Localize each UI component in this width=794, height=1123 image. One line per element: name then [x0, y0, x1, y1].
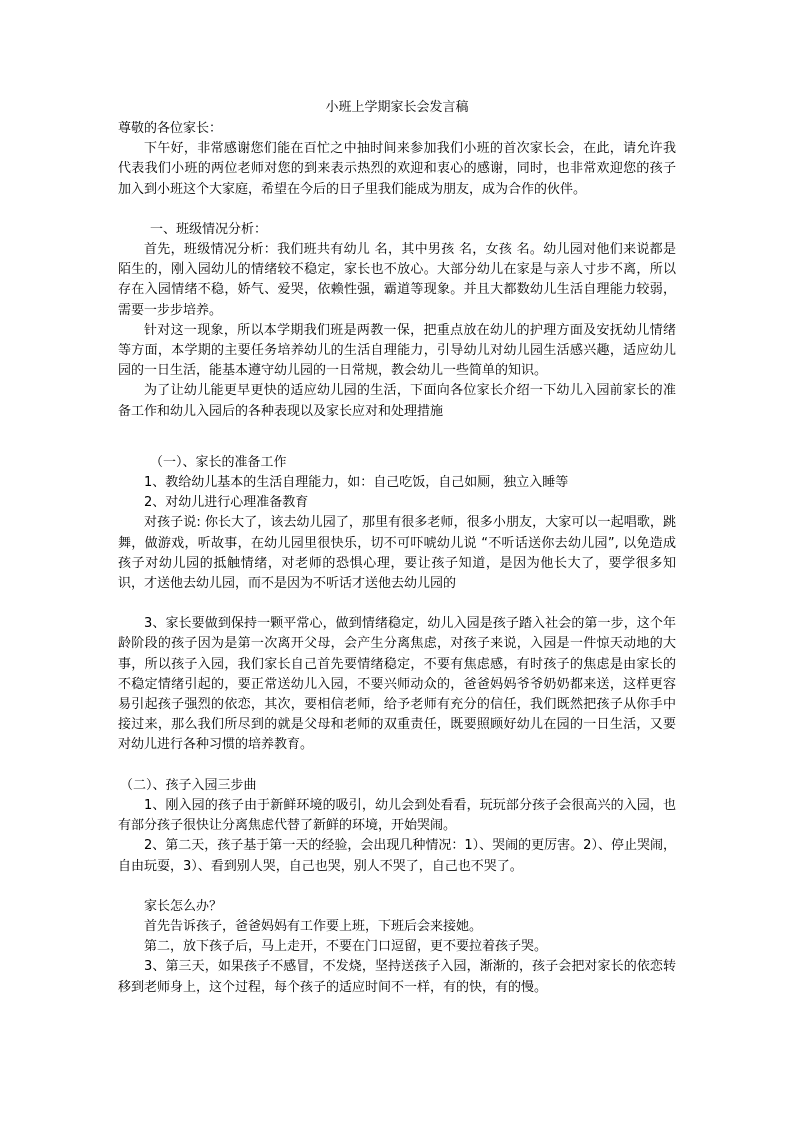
- part1-item-2: 2、对幼儿进行心理准备教育: [144, 495, 309, 511]
- part1-item-3: 3、家长要做到保持一颗平常心，做到情绪稳定，幼儿入园是孩子踏入社会的第一步，这个年龄阶段的孩子因为是第一次离开父母，会产生分离焦虑，对孩子来说，入园是一件惊天动地的大事，所以孩子入园，我们家长自己首先要情绪稳定，不要有焦虑感，有时孩子的焦虑是由家长的不稳定情绪引起的，要正常送幼儿入园，不要兴师动众的，爸爸妈妈爷爷奶奶都来送，这样更容易引起孩子强烈的依恋，其次，要相信老师，给予老师有充分的信任，我们既然把孩子从你手中接过来，那么我们所尽到的就是父母和老师的双重责任，既要照顾好幼儿在园的一日生活，又要对幼儿进行各种习惯的培养教育。: [118, 616, 676, 753]
- class-analysis-paragraph: 首先，班级情况分析：我们班共有幼儿 名，其中男孩 名，女孩 名。幼儿园对他们来说都是陌生的，刚入园幼儿的情绪较不稳定，家长也不放心。大部分幼儿在家是与亲人寸步不离，所以存在入园情绪不稳，娇气、爱哭，依赖性强，霸道等现象。并且大都数幼儿生活自理能力较弱，需要一步步培养。: [118, 242, 676, 318]
- section-heading-class-analysis: 一、班级情况分析：: [150, 221, 268, 237]
- parents-third: 3、第三天，如果孩子不感冒，不发烧，坚持送孩子入园，渐渐的，孩子会把对家长的依恋转移到老师身上，这个过程，每个孩子的适应时间不一样，有的快，有的慢。: [118, 959, 676, 995]
- part1-heading: （一）、家长的准备工作: [150, 454, 287, 470]
- part1-item-1: 1、教给幼儿基本的生活自理能力，如：自己吃饭，自己如厕，独立入睡等: [144, 475, 569, 491]
- salutation: 尊敬的各位家长：: [118, 121, 223, 136]
- spacer: [118, 594, 676, 614]
- part2-heading: （二）、孩子入园三步曲: [120, 777, 257, 793]
- introduction-paragraph: 为了让幼儿能更早更快的适应幼儿园的生活，下面向各位家长介绍一下幼儿入园前家长的准备工作和幼儿入园后的各种表现以及家长应对和处理措施: [118, 383, 676, 419]
- strategy-paragraph: 针对这一现象，所以本学期我们班是两教一保，把重点放在幼儿的护理方面及安抚幼儿情绪等方面，本学期的主要任务培养幼儿的生活自理能力，引导幼儿对幼儿园生活感兴趣，适应幼儿园的一日生活，能基本遵守幼儿园的一日常规，教会幼儿一些简单的知识。: [118, 322, 676, 379]
- document-page: [118, 98, 676, 998]
- parents-first: 首先告诉孩子，爸爸妈妈有工作要上班，下班后会来接她。: [144, 918, 483, 934]
- spacer: [118, 756, 676, 776]
- part2-step-1: 1、刚入园的孩子由于新鲜环境的吸引，幼儿会到处看看，玩玩部分孩子会很高兴的入园，也有部分孩子很快让分离焦虑代替了新鲜的环境，开始哭闹。: [118, 797, 676, 834]
- document-title: 小班上学期家长会发言稿: [325, 100, 469, 115]
- intro-paragraph: 下午好，非常感谢您们能在百忙之中抽时间来参加我们小班的首次家长会，在此，请允许我代表我们小班的两位老师对您的到来表示热烈的欢迎和衷心的感谢，同时，也非常欢迎您的孩子加入到小班这个大家庭，希望在今后的日子里我们能成为朋友，成为合作的伙伴。: [118, 141, 676, 197]
- spacer: [118, 877, 676, 897]
- spacer: [118, 200, 676, 220]
- spacer: [118, 422, 676, 442]
- part2-step-2: 2、第二天，孩子基于第一天的经验，会出现几种情况：1）、哭闹的更厉害。2）、停止哭闹，自由玩耍，3）、看到别人哭，自己也哭，别人不哭了，自己也不哭了。: [118, 838, 676, 874]
- part1-item-2-text: 对孩子说: 你长大了，该去幼儿园了，那里有很多老师，很多小朋友，大家可以一起唱歌，跳舞，做游戏，听故事，在幼儿园里很快乐，切不可吓唬幼儿说 “不听话送你去幼儿园”, 以免造成孩子对幼儿园的抵触情绪，对老师的恐惧心理，要让孩子知道，是因为他长大了，要学很多知识，才送他去幼儿园，而不是因为不听话才送他去幼儿园的: [118, 515, 676, 592]
- parents-heading: 家长怎么办？: [144, 898, 223, 914]
- parents-second: 第二，放下孩子后，马上走开，不要在门口逗留，更不要拉着孩子哭。: [144, 939, 548, 955]
- spacer: [118, 442, 676, 453]
